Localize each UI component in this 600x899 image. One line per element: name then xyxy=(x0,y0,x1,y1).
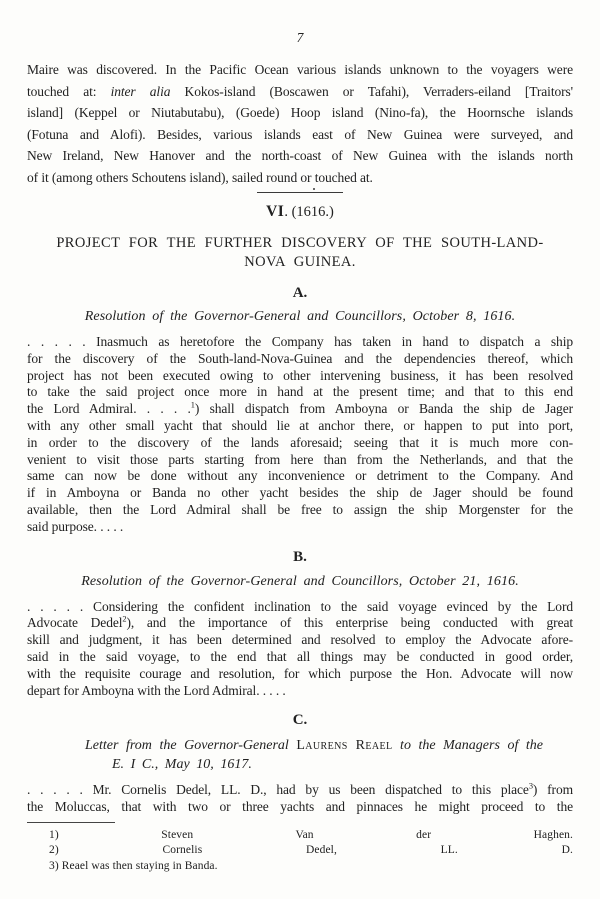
section-label-a: A. xyxy=(292,285,308,301)
text-line xyxy=(27,81,573,103)
text-line: 1) Steven Van der Haghen. xyxy=(49,828,573,841)
section-label-c: C. xyxy=(292,712,308,729)
text-segment: . . . . . Mr. Cornelis Dedel, LL. D., had by us been dispatched to this place xyxy=(27,782,529,798)
text-line: said purpose. . . . . xyxy=(27,518,124,534)
page-number: 7 xyxy=(296,30,304,45)
text-line: of it (among others Schoutens island), sailed round or touched at. xyxy=(27,169,373,185)
section-label-b: B. xyxy=(293,548,307,565)
footnote-ref: 2 xyxy=(122,614,127,624)
text-line: . . . . . Inasmuch as heretofore the Company has taken in hand to dispatch a ship xyxy=(27,334,573,349)
paragraph-b xyxy=(27,599,573,700)
text-line: to take the said project once more in hand at the present time; and that to this end xyxy=(27,384,573,400)
text-line: available, then the Lord Admiral shall be free to assign the ship Morgenster for the xyxy=(27,501,573,517)
intro-paragraph xyxy=(27,59,573,188)
chapter-title xyxy=(27,234,573,272)
text-line xyxy=(27,401,573,418)
chapter-numeral: VI xyxy=(266,203,285,220)
text-segment: touched at: xyxy=(27,83,111,99)
text-line: if in Amboyna or Banda no other yacht besides the ship de Jager should be found xyxy=(27,485,573,501)
text-line: . . . . . Considering the confident inclination to the said voyage evinced by the Lord xyxy=(27,598,573,614)
paragraph-c xyxy=(27,782,573,816)
text-line: (Fotuna and Alofi). Besides, various islands east of New Guinea were surveyed, and xyxy=(27,126,573,142)
text-line: the Moluccas, that with two or three yachts and pinnaces he might proceed to the xyxy=(27,799,573,815)
caption-b: Resolution of the Governor-General and Councillors, October 21, 1616. xyxy=(81,573,519,589)
text-line: project has not been executed owing to other intervening business, it has been resolved xyxy=(27,367,573,383)
caption-a: Resolution of the Governor-General and Councillors, October 8, 1616. xyxy=(84,309,516,324)
text-segment: Letter from the Governor-General xyxy=(85,738,297,754)
text-line: for the discovery of the South-land-Nova-Guinea and the dependencies thereof, which xyxy=(27,350,573,366)
text-line: said in the said voyage, to the end that all things may be conducted in good order, xyxy=(27,648,573,664)
text-line: venient to visit those parts starting from here than from the Netherlands, and that the xyxy=(27,451,573,467)
text-segment: ) shall dispatch from Amboyna or Banda the ship de Jager xyxy=(194,401,573,417)
text-segment: ), and the importance of this enterprise being conducted with great xyxy=(126,615,573,631)
text-line: island] (Keppel or Niutabutabu), (Goede) Hoop island (Nino-fa), the Hoornsche islands xyxy=(27,105,573,120)
chapter-title-line1: PROJECT FOR THE FURTHER DISCOVERY OF THE SOUTH-LAND- xyxy=(56,235,544,251)
page-content xyxy=(0,30,600,874)
text-segment: the Lord Admiral. . . . . xyxy=(27,401,191,417)
chapter-heading-suffix: . (1616.) xyxy=(284,204,334,220)
text-line: depart for Amboyna with the Lord Admiral. . . . . xyxy=(27,682,286,698)
paragraph-a xyxy=(27,334,573,536)
divider-dot xyxy=(313,188,315,190)
text-line: same can now be done without any inconvenience or detriment to the Company. And xyxy=(27,468,573,484)
footnote-ref: 1 xyxy=(190,400,195,410)
footnote-ref: 3 xyxy=(528,781,533,791)
text-line xyxy=(85,737,543,756)
text-line: skill and judgment, it has been determined and resolved to employ the Advocate afore- xyxy=(27,632,573,648)
text-segment: Advocate Dedel xyxy=(27,615,123,631)
text-segment: Laurens Reael xyxy=(296,738,393,754)
text-segment: to the Managers of the xyxy=(392,738,543,754)
text-line: in order to the discovery of the lands aforesaid; seeing that it is much more con- xyxy=(27,434,573,450)
footnotes-list xyxy=(27,828,573,874)
caption-c xyxy=(85,737,543,774)
text-line: E. I C., May 10, 1617. xyxy=(112,756,252,772)
section-divider-rule xyxy=(257,192,343,193)
text-line: 3) Reael was then staying in Banda. xyxy=(49,859,218,872)
text-line: with the requisite courage and resolution, for which purpose the Hon. Advocate will now xyxy=(27,665,573,681)
text-line: 2) Cornelis Dedel, LL. D. xyxy=(49,844,573,857)
footnote-rule xyxy=(27,822,115,823)
text-line xyxy=(27,782,573,799)
text-line: Maire was discovered. In the Pacific Ocean various islands unknown to the voyagers were xyxy=(27,62,573,77)
text-line xyxy=(27,615,573,632)
text-segment: inter alia xyxy=(110,83,171,99)
chapter-title-line2: NOVA GUINEA. xyxy=(244,254,356,270)
text-line: New Ireland, New Hanover and the north-coast of New Guinea with the islands north xyxy=(27,148,573,163)
text-segment: ) from xyxy=(532,782,573,798)
text-line: with any other small yacht that should lie at anchor there, or happen to put into port, xyxy=(27,417,573,433)
text-segment: Kokos-island (Boscawen or Tafahi), Verraders-eiland [Traitors' xyxy=(170,83,574,99)
chapter-heading xyxy=(27,203,573,221)
